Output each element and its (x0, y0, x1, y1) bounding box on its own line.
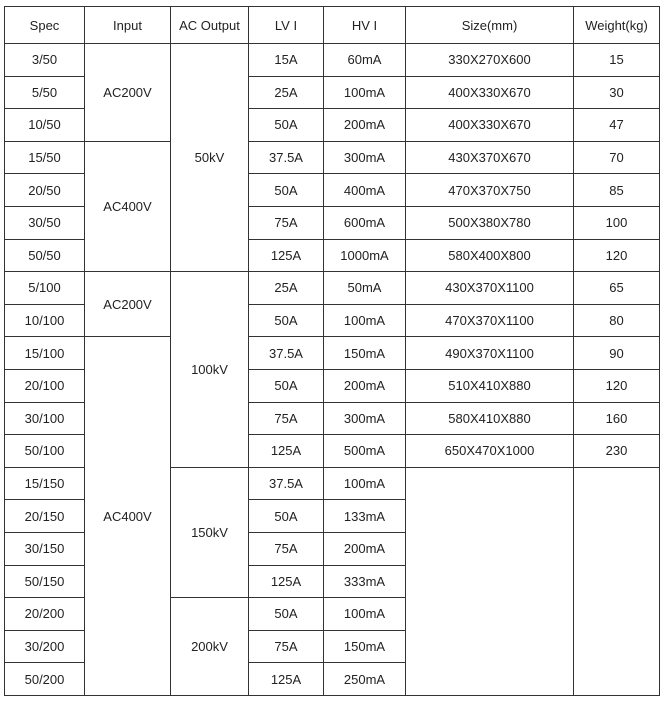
table-row (5, 141, 660, 174)
spec-cell: 10/100 (5, 304, 85, 337)
size-cell: 510X410X880 (406, 369, 574, 402)
table-body (5, 44, 660, 696)
hv-current-cell: 50mA (324, 272, 406, 305)
input-cell: AC400V (85, 141, 171, 271)
lv-current-cell: 37.5A (249, 141, 324, 174)
header-input: Input (85, 7, 171, 44)
size-cell: 430X370X670 (406, 141, 574, 174)
hv-current-cell: 200mA (324, 532, 406, 565)
spec-cell: 5/50 (5, 76, 85, 109)
ac-output-cell: 150kV (171, 467, 249, 597)
hv-current-cell: 60mA (324, 44, 406, 77)
table-row (5, 272, 660, 305)
hv-current-cell: 150mA (324, 337, 406, 370)
header-ac-output: AC Output (171, 7, 249, 44)
hv-current-cell: 100mA (324, 467, 406, 500)
size-cell: 400X330X670 (406, 109, 574, 142)
size-cell: 400X330X670 (406, 76, 574, 109)
spec-cell: 30/50 (5, 206, 85, 239)
spec-cell: 15/150 (5, 467, 85, 500)
lv-current-cell: 37.5A (249, 467, 324, 500)
table-row (5, 337, 660, 370)
weight-cell: 80 (574, 304, 660, 337)
header-size: Size(mm) (406, 7, 574, 44)
spec-cell: 5/100 (5, 272, 85, 305)
lv-current-cell: 37.5A (249, 337, 324, 370)
hv-current-cell: 500mA (324, 435, 406, 468)
lv-current-cell: 15A (249, 44, 324, 77)
header-hv-current: HV I (324, 7, 406, 44)
input-cell: AC200V (85, 272, 171, 337)
weight-cell: 30 (574, 76, 660, 109)
ac-output-cell: 50kV (171, 44, 249, 272)
weight-cell: 47 (574, 109, 660, 142)
hv-current-cell: 600mA (324, 206, 406, 239)
weight-cell: 230 (574, 435, 660, 468)
weight-cell: 85 (574, 174, 660, 207)
lv-current-cell: 75A (249, 206, 324, 239)
hv-current-cell: 400mA (324, 174, 406, 207)
ac-output-cell: 200kV (171, 598, 249, 696)
input-cell: AC200V (85, 44, 171, 142)
hv-current-cell: 200mA (324, 369, 406, 402)
spec-cell: 50/50 (5, 239, 85, 272)
size-cell: 650X470X1000 (406, 435, 574, 468)
lv-current-cell: 75A (249, 402, 324, 435)
lv-current-cell: 125A (249, 239, 324, 272)
lv-current-cell: 75A (249, 532, 324, 565)
size-cell: 500X380X780 (406, 206, 574, 239)
lv-current-cell: 125A (249, 663, 324, 696)
lv-current-cell: 50A (249, 598, 324, 631)
lv-current-cell: 25A (249, 76, 324, 109)
hv-current-cell: 133mA (324, 500, 406, 533)
size-cell: 470X370X1100 (406, 304, 574, 337)
hv-current-cell: 150mA (324, 630, 406, 663)
hv-current-cell: 200mA (324, 109, 406, 142)
spec-cell: 30/150 (5, 532, 85, 565)
lv-current-cell: 50A (249, 304, 324, 337)
weight-cell: 160 (574, 402, 660, 435)
lv-current-cell: 25A (249, 272, 324, 305)
empty-size-cell (406, 467, 574, 695)
size-cell: 430X370X1100 (406, 272, 574, 305)
size-cell: 580X400X800 (406, 239, 574, 272)
hv-current-cell: 100mA (324, 304, 406, 337)
weight-cell: 70 (574, 141, 660, 174)
weight-cell: 15 (574, 44, 660, 77)
spec-sheet (4, 6, 660, 696)
spec-cell: 30/100 (5, 402, 85, 435)
header-spec: Spec (5, 7, 85, 44)
weight-cell: 120 (574, 239, 660, 272)
header-row (5, 7, 660, 44)
spec-cell: 50/100 (5, 435, 85, 468)
weight-cell: 65 (574, 272, 660, 305)
size-cell: 490X370X1100 (406, 337, 574, 370)
spec-cell: 20/100 (5, 369, 85, 402)
lv-current-cell: 50A (249, 369, 324, 402)
lv-current-cell: 50A (249, 174, 324, 207)
spec-cell: 20/200 (5, 598, 85, 631)
spec-cell: 20/150 (5, 500, 85, 533)
size-cell: 330X270X600 (406, 44, 574, 77)
lv-current-cell: 75A (249, 630, 324, 663)
spec-cell: 30/200 (5, 630, 85, 663)
weight-cell: 90 (574, 337, 660, 370)
weight-cell: 100 (574, 206, 660, 239)
hv-current-cell: 1000mA (324, 239, 406, 272)
table-header (5, 7, 660, 44)
header-lv-current: LV I (249, 7, 324, 44)
size-cell: 470X370X750 (406, 174, 574, 207)
lv-current-cell: 125A (249, 435, 324, 468)
spec-cell: 50/150 (5, 565, 85, 598)
lv-current-cell: 50A (249, 500, 324, 533)
hv-current-cell: 100mA (324, 76, 406, 109)
spec-cell: 20/50 (5, 174, 85, 207)
spec-cell: 3/50 (5, 44, 85, 77)
hv-current-cell: 300mA (324, 402, 406, 435)
hv-current-cell: 100mA (324, 598, 406, 631)
spec-cell: 10/50 (5, 109, 85, 142)
spec-cell: 15/50 (5, 141, 85, 174)
empty-weight-cell (574, 467, 660, 695)
spec-cell: 15/100 (5, 337, 85, 370)
hv-current-cell: 250mA (324, 663, 406, 696)
input-cell: AC400V (85, 337, 171, 696)
hv-current-cell: 333mA (324, 565, 406, 598)
hv-current-cell: 300mA (324, 141, 406, 174)
lv-current-cell: 50A (249, 109, 324, 142)
header-weight: Weight(kg) (574, 7, 660, 44)
table-row (5, 44, 660, 77)
spec-cell: 50/200 (5, 663, 85, 696)
ac-output-cell: 100kV (171, 272, 249, 468)
lv-current-cell: 125A (249, 565, 324, 598)
spec-table (4, 6, 660, 696)
size-cell: 580X410X880 (406, 402, 574, 435)
weight-cell: 120 (574, 369, 660, 402)
